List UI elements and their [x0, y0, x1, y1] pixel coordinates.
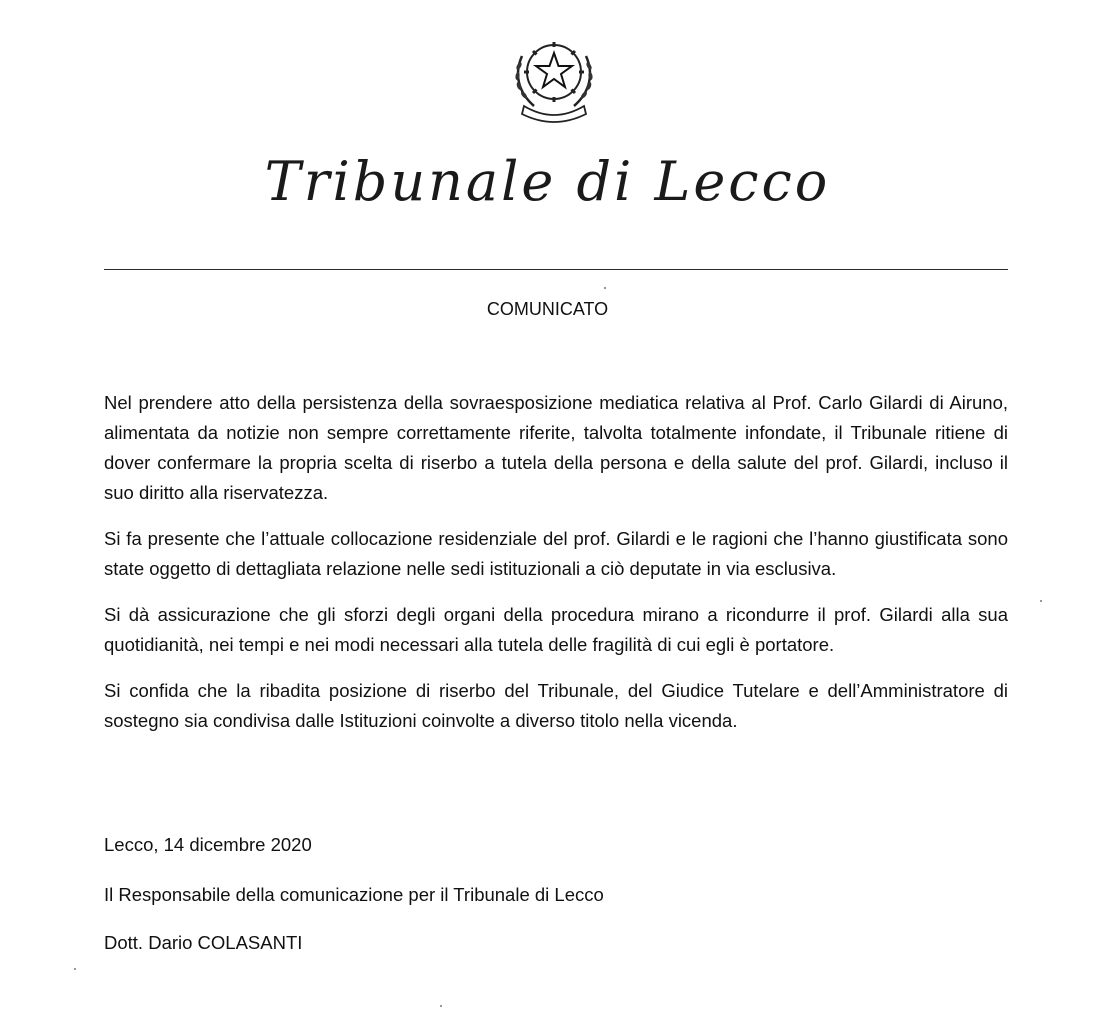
body-paragraph: Si dà assicurazione che gli sforzi degli organi della procedura mirano a ricondurre il prof. Gilardi alla sua quotidianità, nei tempi e nei modi necessari alla tutela delle fragilità di cui egli è portatore.	[104, 604, 1008, 655]
body-paragraph: Nel prendere atto della persistenza della sovraesposizione mediatica relativa al Prof. Carlo Gilardi di Airuno, alimentata da notizie non sempre correttamente riferite, talvolta totalmente infondate, il Tribunale ritiene di dover confermare la propria scelta di riserbo a tutela della persona e della salute del prof. Gilardi, incluso il suo diritto alla riservatezza.	[104, 392, 1008, 503]
communique-body	[104, 388, 1008, 752]
place-date: Lecco, 14 dicembre 2020	[104, 834, 312, 855]
signatory-role: Il Responsabile della comunicazione per il Tribunale di Lecco	[104, 884, 604, 905]
body-paragraph: Si confida che la ribadita posizione di riserbo del Tribunale, del Giudice Tutelare e dell’Amministratore di sostegno sia condivisa dalle Istituzioni coinvolte a diverso titolo nella vicenda.	[104, 680, 1008, 731]
header-divider	[104, 269, 1008, 270]
body-paragraph: Si fa presente che l’attuale collocazione residenziale del prof. Gilardi e le ragioni che l’hanno giustificata sono state oggetto di dettagliata relazione nelle sedi istituzionali a ciò deputate in via esclusiva.	[104, 528, 1008, 579]
scan-speck	[440, 1005, 442, 1007]
scan-speck	[74, 968, 76, 970]
scan-speck	[1040, 600, 1042, 602]
document-heading: COMUNICATO	[486, 299, 609, 319]
scan-speck	[604, 287, 606, 289]
italian-republic-emblem-icon	[508, 26, 600, 126]
signatory-name: Dott. Dario COLASANTI	[104, 932, 303, 953]
court-name-title: Tribunale di Lecco	[264, 150, 831, 213]
